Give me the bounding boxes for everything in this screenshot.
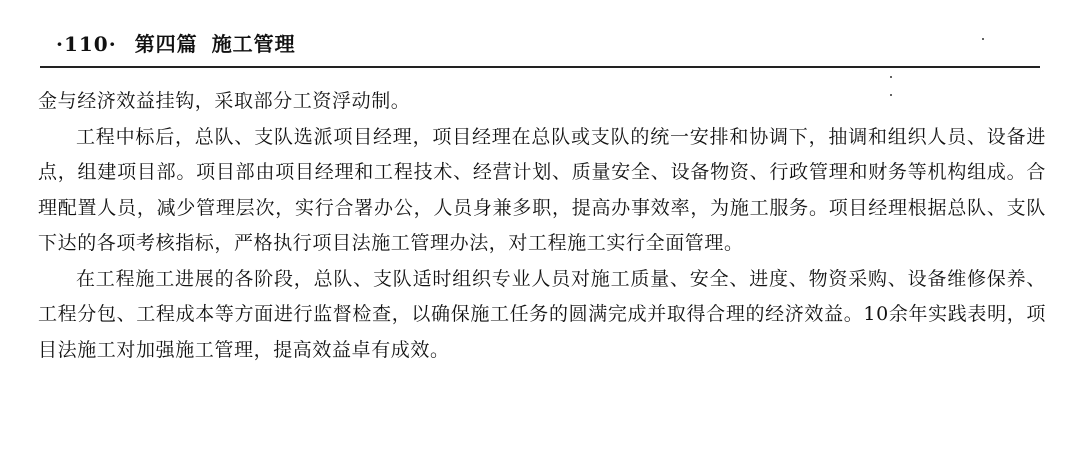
running-header <box>56 28 296 57</box>
body-text <box>38 84 1046 368</box>
paragraph: 在工程施工进展的各阶段，总队、支队适时组织专业人员对施工质量、安全、进度、物资采购、设备维修保养、工程分包、工程成本等方面进行监督检查，以确保施工任务的圆满完成并取得合理的经济效益。10余年实践表明，项目法施工对加强施工管理，提高效益卓有成效。 <box>38 267 1046 361</box>
part-label: 第四篇 <box>134 32 198 56</box>
page-number: ·110· <box>56 32 117 56</box>
paragraph: 工程中标后，总队、支队选派项目经理，项目经理在总队或支队的统一安排和协调下，抽调和组织人员、设备进点，组建项目部。项目部由项目经理和工程技术、经营计划、质量安全、设备物资、行政管理和财务等机构组成。合理配置人员，减少管理层次，实行合署办公，人员身兼多职，提高办事效率，为施工服务。项目经理根据总队、支队下达的各项考核指标，严格执行项目法施工管理办法，对工程施工实行全面管理。 <box>38 125 1046 254</box>
scan-speck <box>982 38 984 40</box>
section-title: 施工管理 <box>211 32 296 56</box>
scan-speck <box>890 76 892 78</box>
paragraph-continuation: 金与经济效益挂钩，采取部分工资浮动制。 <box>38 90 411 112</box>
header-rule <box>40 66 1040 68</box>
